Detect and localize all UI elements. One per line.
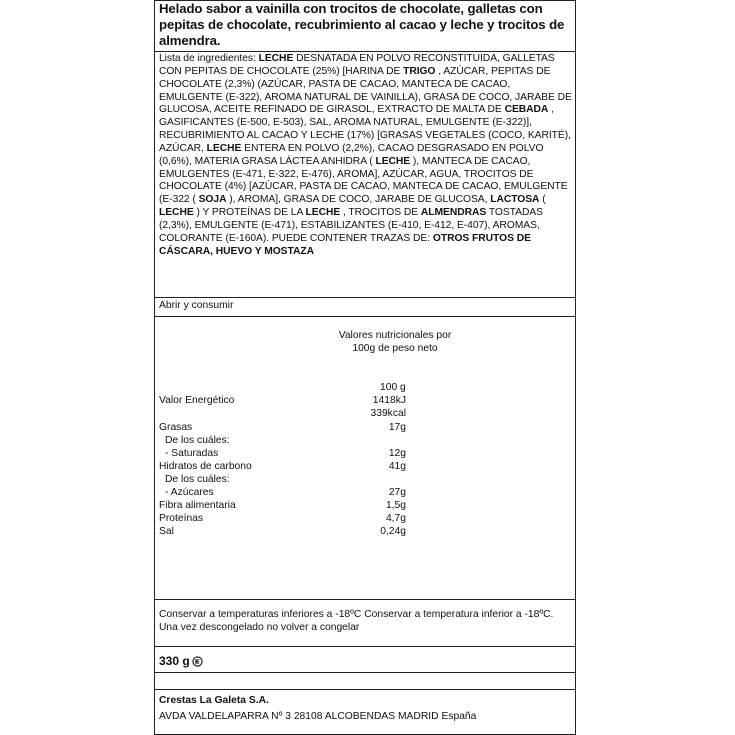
allergen-text: SOJA [198,194,227,206]
allergen-text: ALMENDRAS [420,207,487,219]
net-weight [159,654,203,668]
nutrition-value: 0,24g [380,526,406,537]
allergen-text: LECHE [305,207,341,219]
divider [154,646,576,647]
nutrition-header: Valores nutricionales por 100g de peso neto [338,330,452,354]
usage-instructions: Abrir y consumir [159,300,234,311]
ingredient-text: , AZÚCAR, PEPITAS DE CHOCOLATE (2,3%) (AZÚCAR, PASTA DE CACAO, MANTECA DE CACAO, EMULGENTE (E-322), AROMA NATURAL DE VAINILLA), GRASA DE COCO, JARABE DE GLUCOSA, ACEITE REFINADO DE GIRASOL, EXTRACTO DE MALTA DE [159,65,572,116]
ingredient-text: ) Y PROTEÍNAS DE LA [193,207,306,219]
nutrition-value: 12g [388,448,406,459]
nutrition-value: 4,7g [385,513,406,524]
divider [154,599,576,600]
nutrition-value: 1,5g [385,500,406,511]
nutrition-value: 27g [388,487,406,498]
nutrition-label: De los cuáles: [165,474,230,485]
allergen-text: LECHE [159,207,194,219]
nutrition-label: Hidratos de carbono [159,461,252,472]
ingredient-text: , GASIFICANTES (E-500, E-503), SAL, AROMA NATURAL, EMULGENTE (E-322)], RECUBRIMIENTO AL CACAO Y LECHE (17%) [GRASAS VEGETALES (COCO, KARITÉ), AZÚCAR, [159,104,571,154]
allergen-text: LECHE [375,155,411,167]
nutrition-label: - Azúcares [165,487,214,498]
ingredient-text: ), AROMA], GRASA DE COCO, JARABE DE GLUCOSA, [226,194,491,206]
divider [154,672,576,673]
divider [154,316,576,317]
nutrition-label: Grasas [159,422,193,433]
product-title: Helado sabor a vainilla con trocitos de chocolate, galletas con pepitas de chocolate, recubrimiento al cacao y leche y trocitos de almendra. [159,1,565,48]
allergen-text: LECHE [206,142,242,154]
nutrition-label: De los cuáles: [165,435,230,446]
divider [154,689,576,690]
nutrition-label: Sal [159,526,174,537]
allergen-text: OTROS FRUTOS DE CÁSCARA, HUEVO Y MOSTAZA [159,232,531,257]
ingredient-text: ENTERA EN POLVO (2,2%), CACAO DESGRASADO EN POLVO (0,6%), MATERIA GRASA LÁCTEA ANHIDRA ( [159,142,544,167]
e-mark-icon [192,656,203,667]
nutrition-value: 17g [388,422,406,433]
allergen-text: CEBADA [504,104,549,116]
nutrition-label: - Saturadas [165,448,219,459]
allergen-text: LACTOSA [490,194,540,206]
allergen-text: LECHE [258,53,294,64]
company-name: Crestas La Galeta S.A. [159,695,269,706]
nutrition-value: 1418kJ [372,395,406,406]
ingredient-text: ), MANTECA DE CACAO, EMULGENTES (E-471, E-322, E-476), AROMA], AZÚCAR, AGUA, TROCITOS DE CHOCOLATE (4%) [AZÚCAR, PASTA DE CACAO, MANTECA DE CACAO, EMULGENTE (E-322 ( [159,155,568,206]
company-address: AVDA VALDELAPARRA Nº 3 28108 ALCOBENDAS MADRID España [159,711,477,722]
ingredients-list [159,53,573,259]
ingredient-text: ( [539,194,546,206]
ingredient-text: , TROCITOS DE [340,207,421,219]
ingredient-text: Lista de ingredientes: [159,53,259,64]
nutrition-column-label: 100 g [380,382,406,393]
allergen-text: TRIGO [403,65,436,77]
divider [154,297,576,298]
nutrition-value: 41g [388,461,406,472]
nutrition-value: 339kcal [370,408,406,419]
nutrition-label: Proteínas [159,513,204,524]
divider [154,51,576,52]
ingredient-text: TOSTADAS (2,3%), EMULGENTE (E-471), ESTABILIZANTES (E-410, E-412, E-407), AROMAS, COLORANTE (E-160A). PUEDE CONTENER TRAZAS DE: [159,207,543,244]
nutrition-label: Fibra alimentaria [159,500,236,511]
ingredient-text: DESNATADA EN POLVO RECONSTITUIDA, GALLETAS CON PEPITAS DE CHOCOLATE (25%) [HARINA DE [159,53,555,77]
net-weight-value: 330 g [159,654,190,668]
storage-instructions: Conservar a temperaturas inferiores a -18ºC Conservar a temperatura inferior a -18ºC. Una vez descongelado no volver a congelar [159,609,554,633]
nutrition-label: Valor Energético [159,395,235,406]
